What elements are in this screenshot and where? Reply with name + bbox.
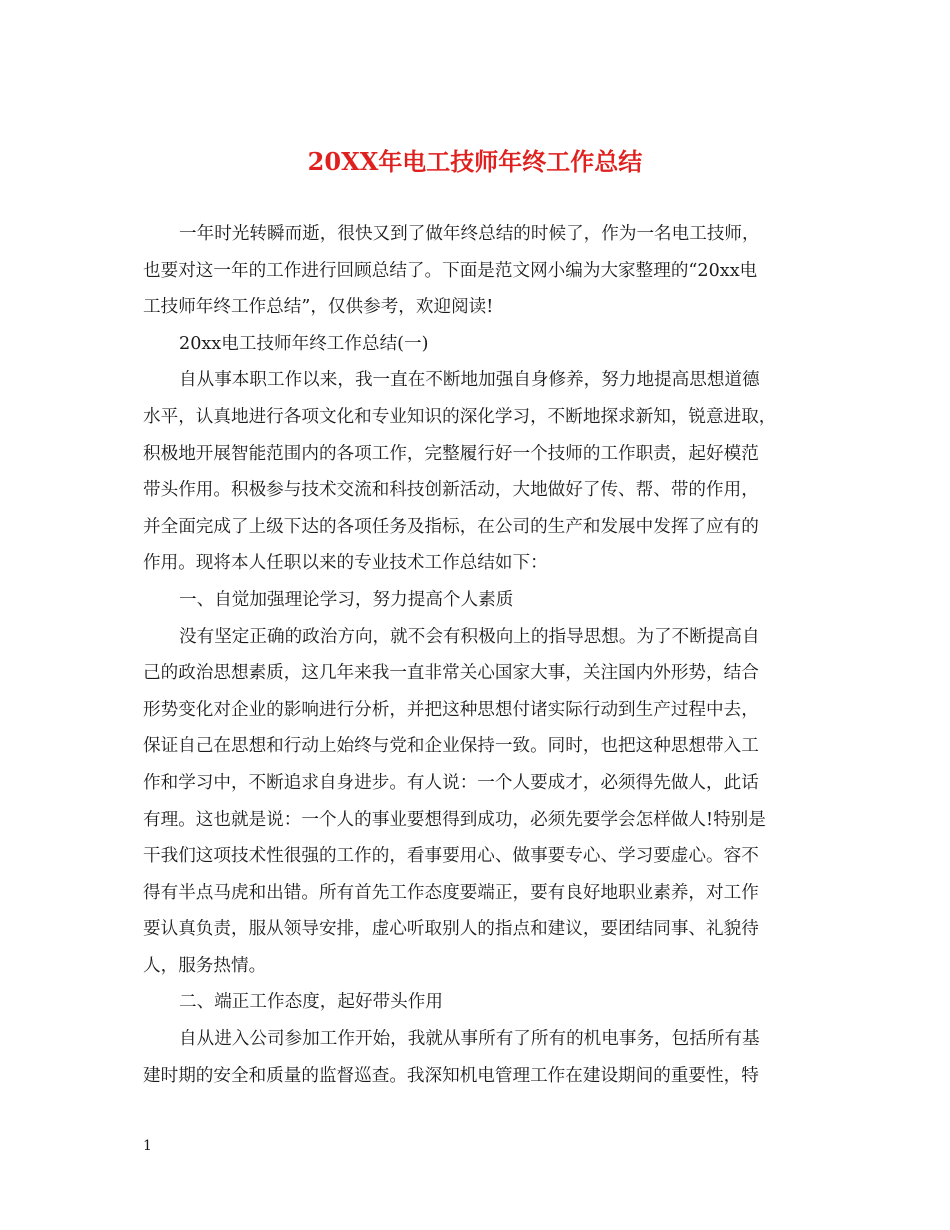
body-line: 作用。现将本人任职以来的专业技术工作总结如下： <box>143 553 548 574</box>
body-line: 并全面完成了上级下达的各项任务及指标，在公司的生产和发展中发挥了应有的 <box>143 516 759 537</box>
body-line: 干我们这项技术性很强的工作的，看事要用心、做事要专心、学习要虚心。容不 <box>143 846 759 867</box>
body-line: 没有坚定正确的政治方向，就不会有积极向上的指导思想。为了不断提高自 <box>179 626 760 647</box>
body-line: 积极地开展智能范围内的各项工作，完整履行好一个技师的工作职责，起好模范 <box>143 443 759 464</box>
body-line: 保证自己在思想和行动上始终与党和企业保持一致。同时，也把这种思想带入工 <box>143 736 759 757</box>
body-line: 有理。这也就是说：一个人的事业要想得到成功，必须先要学会怎样做人!特别是 <box>143 809 766 830</box>
section-subtitle: 20xx电工技师年终工作总结(一) <box>179 333 429 354</box>
section-heading: 二、端正工作态度，起好带头作用 <box>179 992 443 1013</box>
body-line: 一年时光转瞬而逝，很快又到了做年终总结的时候了，作为一名电工技师， <box>179 224 760 244</box>
body-line: 自从事本职工作以来，我一直在不断地加强自身修养，努力地提高思想道德 <box>179 370 760 391</box>
document-body <box>143 216 807 1094</box>
body-line: 也要对这一年的工作进行回顾总结了。下面是范文网小编为大家整理的“20xx电 <box>143 260 758 281</box>
body-line: 建时期的安全和质量的监督巡查。我深知机电管理工作在建设期间的重要性，特 <box>143 1065 759 1086</box>
body-line: 得有半点马虎和出错。所有首先工作态度要端正，要有良好地职业素养，对工作 <box>143 882 759 903</box>
body-line: 工技师年终工作总结”，仅供参考，欢迎阅读! <box>143 297 494 318</box>
body-line: 己的政治思想素质，这几年来我一直非常关心国家大事，关注国内外形势，结合 <box>143 663 759 684</box>
body-line: 自从进入公司参加工作开始，我就从事所有了所有的机电事务，包括所有基 <box>179 1029 760 1050</box>
body-line: 作和学习中，不断追求自身进步。有人说：一个人要成才，必须得先做人，此话 <box>143 772 759 793</box>
body-line: 形势变化对企业的影响进行分析，并把这种思想付诸实际行动到生产过程中去， <box>143 699 759 720</box>
page-number: 1 <box>143 1138 152 1154</box>
body-line: 带头作用。积极参与技术交流和科技创新活动，大地做好了传、帮、带的作用， <box>143 480 759 501</box>
section-heading: 一、自觉加强理论学习，努力提高个人素质 <box>179 589 514 610</box>
document-title: 20XX年电工技师年终工作总结 <box>307 147 643 176</box>
body-line: 要认真负责，服从领导安排，虚心听取别人的指点和建议，要团结同事、礼貌待 <box>143 919 759 940</box>
body-line: 人，服务热情。 <box>143 955 267 976</box>
body-line: 水平，认真地进行各项文化和专业知识的深化学习，不断地探求新知，锐意进取， <box>143 406 777 427</box>
